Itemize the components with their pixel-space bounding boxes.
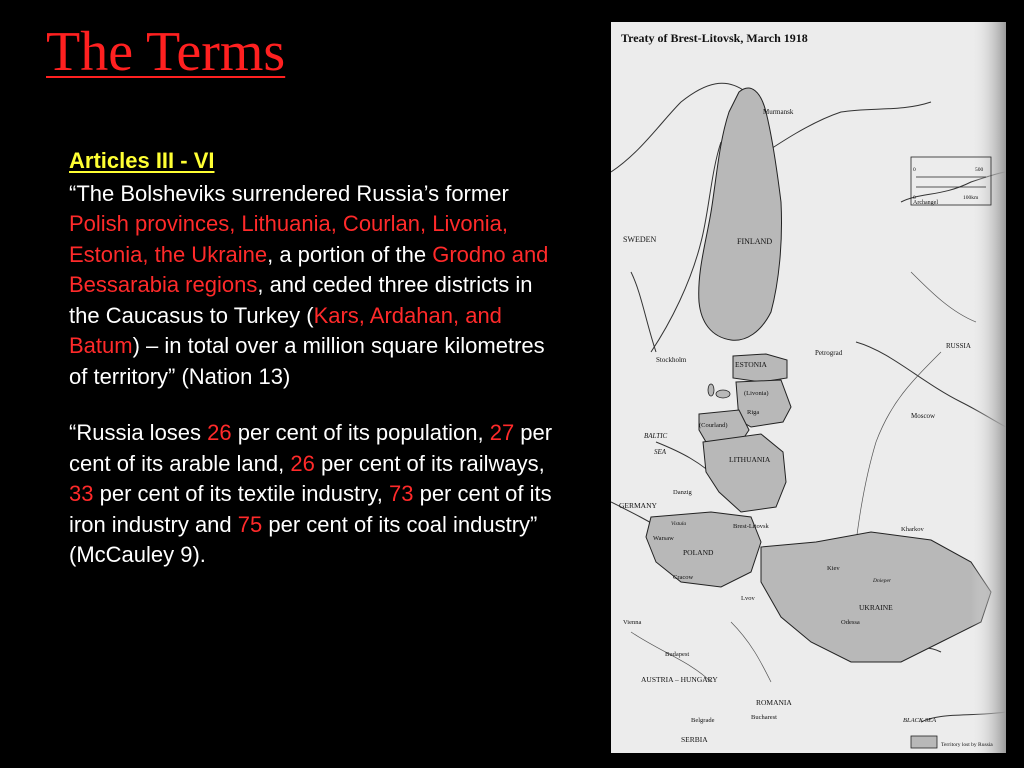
quote1-text-a: “The Bolsheviks surrendered Russia’s former <box>69 180 509 206</box>
arable-land-percent: 27 <box>489 420 515 445</box>
population-percent: 26 <box>207 420 232 445</box>
scale-label-zero-km: 0 <box>913 195 916 201</box>
label-riga: Riga <box>747 409 760 416</box>
quote2-text-f: per cent of its iron industry and <box>69 481 552 537</box>
terms-quote-paragraph <box>69 179 569 393</box>
label-estonia: ESTONIA <box>735 360 767 369</box>
label-sweden: SWEDEN <box>623 235 657 244</box>
label-baltic: BALTIC <box>644 432 668 440</box>
quote2-text-g: per cent of its coal industry” (McCauley 9). <box>69 511 538 567</box>
quote2-text-c: per cent of its arable land, <box>69 420 553 476</box>
label-odessa: Odessa <box>841 619 860 626</box>
label-dnieper: Dnieper <box>873 578 892 584</box>
label-brest-litovsk: Brest-Litovsk <box>733 523 769 530</box>
brest-litovsk-map <box>611 22 1006 753</box>
label-kiev: Kiev <box>827 565 840 572</box>
legend-swatch <box>911 736 937 748</box>
label-cracow: Cracow <box>673 574 694 581</box>
label-kharkov: Kharkov <box>901 526 924 533</box>
quote1-text-c: , a portion of the <box>267 241 433 267</box>
label-poland: POLAND <box>683 548 714 557</box>
quote1-provinces: Polish provinces, Lithuania, Courlan, Livonia, Estonia, the Ukraine <box>69 211 509 267</box>
label-ukraine: UKRAINE <box>859 603 893 612</box>
scale-label-100km: 100km <box>963 195 979 201</box>
label-romania: ROMANIA <box>756 698 792 707</box>
label-budapest: Budapest <box>665 651 690 658</box>
label-moscow: Moscow <box>911 412 936 420</box>
label-archangel: Archangel <box>913 200 938 206</box>
label-serbia: SERBIA <box>681 735 708 744</box>
scale-label-500: 500 <box>975 167 984 173</box>
textile-percent: 33 <box>69 481 94 506</box>
label-lithuania: LITHUANIA <box>729 455 771 464</box>
label-livonia: (Livonia) <box>744 390 769 397</box>
map-background <box>611 22 1006 753</box>
label-finland: FINLAND <box>737 237 773 246</box>
quote2-text-b: per cent of its population, <box>231 420 490 445</box>
label-danzig: Danzig <box>673 489 692 496</box>
quote1-text-g: ) – in total over a million square kilometres of territory” (Nation 13) <box>69 333 545 389</box>
label-belgrade: Belgrade <box>691 717 715 724</box>
quote1-text-e: , and ceded three districts in the Caucasus to Turkey ( <box>69 272 533 328</box>
legend-label: Territory lost by Russia <box>941 742 993 748</box>
label-lvov: Lvov <box>741 595 755 602</box>
label-sea: SEA <box>654 448 667 456</box>
label-vistula: Vistula <box>671 521 687 527</box>
quote2-text-e: per cent of its textile industry, <box>93 481 389 506</box>
label-stockholm: Stockholm <box>656 356 687 364</box>
slide-title: The Terms <box>46 21 286 83</box>
label-austria-hungary: AUSTRIA – HUNGARY <box>641 675 718 684</box>
iron-percent: 73 <box>388 481 414 506</box>
label-germany: GERMANY <box>619 501 657 510</box>
label-warsaw: Warsaw <box>653 535 674 542</box>
label-vienna: Vienna <box>623 619 642 626</box>
label-bucharest: Bucharest <box>751 714 777 721</box>
label-petrograd: Petrograd <box>815 349 843 357</box>
articles-heading: Articles III - VI <box>69 148 215 173</box>
railways-percent: 26 <box>290 450 315 476</box>
quote1-regions: Grodno and Bessarabia regions <box>69 241 549 297</box>
slide-body <box>69 146 569 571</box>
quote2-text-a: “Russia loses <box>69 420 208 445</box>
losses-quote-paragraph <box>69 418 569 571</box>
quote1-districts: Kars, Ardahan, and Batum <box>69 302 502 358</box>
label-black-sea: BLACK SEA <box>903 717 937 724</box>
quote2-text-d: per cent of its railways, <box>314 450 545 476</box>
scale-label-zero: 0 <box>913 167 916 173</box>
page-edge-shadow <box>971 22 1006 753</box>
label-russia: RUSSIA <box>946 342 971 350</box>
label-courland: (Courland) <box>699 422 728 429</box>
label-murmansk: Murmansk <box>763 108 794 116</box>
map-title: Treaty of Brest-Litovsk, March 1918 <box>621 31 808 45</box>
coal-percent: 75 <box>237 511 263 537</box>
